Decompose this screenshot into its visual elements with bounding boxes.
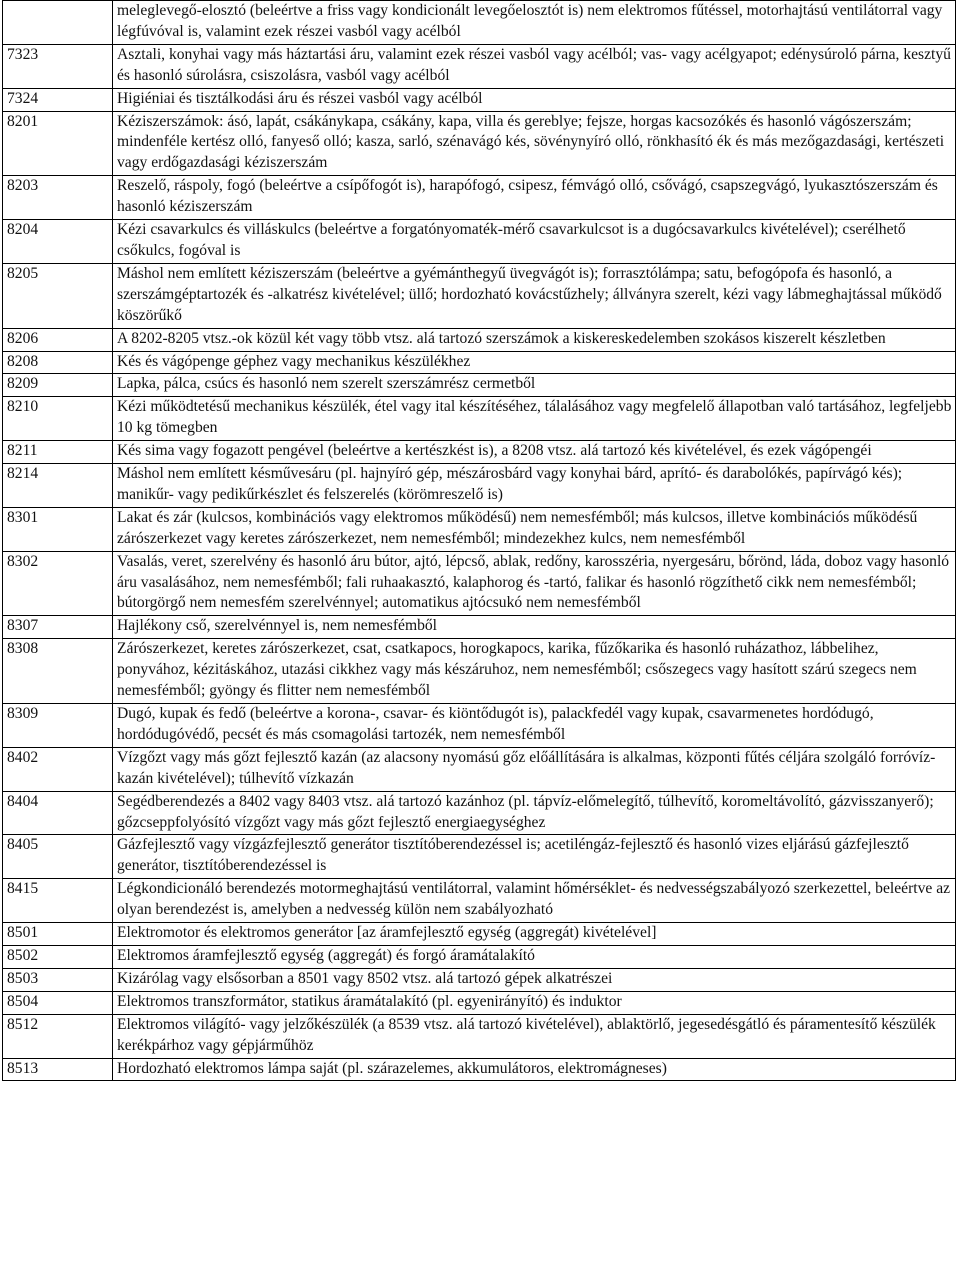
code-cell: 8502 xyxy=(3,945,113,968)
description-cell: Gázfejlesztő vagy vízgázfejlesztő generátor tisztítóberendezéssel is; acetiléngáz-fejlesztő és hasonló vizes eljárású gázfejlesztő generátor, tisztítóberendezéssel is xyxy=(113,835,956,879)
description-cell: Elektromos transzformátor, statikus áramátalakító (pl. egyenirányító) és induktor xyxy=(113,991,956,1014)
code-cell: 7323 xyxy=(3,44,113,88)
code-cell: 8512 xyxy=(3,1014,113,1058)
description-cell: Reszelő, ráspoly, fogó (beleértve a csípőfogót is), harapófogó, csipesz, fémvágó olló, csővágó, csapszegvágó, lyukasztószerszám és hasonló kéziszerszám xyxy=(113,176,956,220)
description-cell: Dugó, kupak és fedő (beleértve a korona-, csavar- és kiöntődugót is), palackfedél vagy kupak, csavarmenetes hordódugó, hordódugóvédő, pecsét és más csomagolási tartozék, nem nemesfémből xyxy=(113,704,956,748)
table-row xyxy=(3,441,956,464)
table-row xyxy=(3,923,956,946)
code-cell: 8415 xyxy=(3,879,113,923)
table-row xyxy=(3,464,956,508)
code-cell: 8210 xyxy=(3,397,113,441)
table-row xyxy=(3,991,956,1014)
table-row xyxy=(3,397,956,441)
description-cell: Higiéniai és tisztálkodási áru és részei vasból vagy acélból xyxy=(113,88,956,111)
code-cell: 7324 xyxy=(3,88,113,111)
table-row xyxy=(3,374,956,397)
description-cell: Kés és vágópenge géphez vagy mechanikus készülékhez xyxy=(113,351,956,374)
description-cell: Vízgőzt vagy más gőzt fejlesztő kazán (az alacsony nyomású gőz előállítására is alkalmas, központi fűtés céljára szolgáló forróvíz-kazán kivételével); túlhevítő vízkazán xyxy=(113,747,956,791)
description-cell: Hajlékony cső, szerelvénnyel is, nem nemesfémből xyxy=(113,616,956,639)
code-cell: 8302 xyxy=(3,551,113,616)
code-cell: 8405 xyxy=(3,835,113,879)
description-cell: Elektromos világító- vagy jelzőkészülék (a 8539 vtsz. alá tartozó kivételével), ablaktörlő, jegesedésgátló és páramentesítő készülék kerékpárhoz vagy gépjárműhöz xyxy=(113,1014,956,1058)
description-cell: Kés sima vagy fogazott pengével (beleértve a kertészkést is), a 8208 vtsz. alá tartozó kés kivételével, és ezek vágópengéi xyxy=(113,441,956,464)
description-cell: Asztali, konyhai vagy más háztartási áru, valamint ezek részei vasból vagy acélból; vas- vagy acélgyapot; edénysúroló párna, kesztyű és hasonló súrolásra, csiszolásra, vasból vagy acélból xyxy=(113,44,956,88)
table-row xyxy=(3,639,956,704)
table-row xyxy=(3,704,956,748)
table-row xyxy=(3,945,956,968)
code-cell: 8307 xyxy=(3,616,113,639)
code-cell: 8503 xyxy=(3,968,113,991)
code-cell: 8404 xyxy=(3,791,113,835)
code-cell: 8501 xyxy=(3,923,113,946)
table-row xyxy=(3,551,956,616)
description-cell: Vasalás, veret, szerelvény és hasonló áru bútor, ajtó, lépcső, ablak, redőny, karosszéria, nyergesáru, bőrönd, láda, doboz vagy hasonló áru vasalásához, nem nemesfémből; fali ruhaakasztó, kalaphorog és -tartó, falikar és hasonló rögzíthető cikk nem nemesfémből; bútorgörgő nem nemesfém szerelvénnyel; automatikus ajtócsukó nem nemesfémből xyxy=(113,551,956,616)
table-row xyxy=(3,835,956,879)
table-row xyxy=(3,616,956,639)
code-cell: 8203 xyxy=(3,176,113,220)
table-row xyxy=(3,791,956,835)
code-cell: 8308 xyxy=(3,639,113,704)
description-cell: Máshol nem említett késművesáru (pl. hajnyíró gép, mészárosbárd vagy konyhai bárd, aprító- és darabolókés, papírvágó kés); manikűr- vagy pedikűrkészlet és felszerelés (körömreszelő is) xyxy=(113,464,956,508)
description-cell: meleglevegő-elosztó (beleértve a friss vagy kondicionált levegőelosztót is) nem elektromos fűtéssel, motorhajtású ventilátorral vagy légfúvóval is, valamint ezek részei vasból vagy acélból xyxy=(113,1,956,45)
code-cell: 8204 xyxy=(3,220,113,264)
code-cell: 8205 xyxy=(3,263,113,328)
description-cell: Hordozható elektromos lámpa saját (pl. szárazelemes, akkumulátoros, elektromágneses) xyxy=(113,1058,956,1081)
description-cell: Elektromotor és elektromos generátor [az áramfejlesztő egység (aggregát) kivételével] xyxy=(113,923,956,946)
table-row xyxy=(3,1,956,45)
table-row xyxy=(3,111,956,176)
code-cell xyxy=(3,1,113,45)
description-cell: Lakat és zár (kulcsos, kombinációs vagy elektromos működésű) nem nemesfémből; más kulcsos, illetve kombinációs működésű zárószerkezet vagy keretes zárószerkezet, nem nemesfémből; mindezekhez kulcs, nem nemesfémből xyxy=(113,507,956,551)
code-cell: 8309 xyxy=(3,704,113,748)
description-cell: Segédberendezés a 8402 vagy 8403 vtsz. alá tartozó kazánhoz (pl. tápvíz-előmelegítő, túlhevítő, koromeltávolító, gázvisszanyerő); gőzcseppfolyósító vízgőzt vagy más gőzt fejlesztő energiaegységhez xyxy=(113,791,956,835)
table-row xyxy=(3,507,956,551)
code-cell: 8402 xyxy=(3,747,113,791)
table-row xyxy=(3,351,956,374)
code-cell: 8208 xyxy=(3,351,113,374)
code-cell: 8209 xyxy=(3,374,113,397)
code-cell: 8206 xyxy=(3,328,113,351)
table-row xyxy=(3,220,956,264)
customs-code-table xyxy=(2,0,956,1081)
table-row xyxy=(3,176,956,220)
description-cell: A 8202-8205 vtsz.-ok közül két vagy több vtsz. alá tartozó szerszámok a kiskereskedelemben szokásos kiszerelt készletben xyxy=(113,328,956,351)
table-body xyxy=(3,1,956,1081)
table-row xyxy=(3,879,956,923)
description-cell: Máshol nem említett kéziszerszám (beleértve a gyémánthegyű üvegvágót is); forrasztólámpa; satu, befogópofa és hasonló, a szerszámgéptartozék és -alkatrész kivételével; üllő; hordozható kovácstűzhely; állványra szerelt, kézi vagy lábmeghajtással működő köszörűkő xyxy=(113,263,956,328)
table-row xyxy=(3,968,956,991)
code-cell: 8201 xyxy=(3,111,113,176)
table-row xyxy=(3,1058,956,1081)
description-cell: Lapka, pálca, csúcs és hasonló nem szerelt szerszámrész cermetből xyxy=(113,374,956,397)
code-cell: 8211 xyxy=(3,441,113,464)
code-cell: 8301 xyxy=(3,507,113,551)
code-cell: 8214 xyxy=(3,464,113,508)
description-cell: Kézi működtetésű mechanikus készülék, étel vagy ital készítéséhez, tálalásához vagy megfelelő állapotban való tartásához, legfeljebb 10 kg tömegben xyxy=(113,397,956,441)
description-cell: Elektromos áramfejlesztő egység (aggregát) és forgó áramátalakító xyxy=(113,945,956,968)
code-cell: 8513 xyxy=(3,1058,113,1081)
table-row xyxy=(3,747,956,791)
table-row xyxy=(3,328,956,351)
table-row xyxy=(3,263,956,328)
description-cell: Zárószerkezet, keretes zárószerkezet, csat, csatkapocs, horogkapocs, karika, fűzőkarika és hasonló ruházathoz, lábbelihez, ponyvához, kézitáskához, utazási cikkhez vagy más készáruhoz, nem nemesfémből; csőszegecs vagy hasított szárú szegecs nem nemesfémből; gyöngy és flitter nem nemesfémből xyxy=(113,639,956,704)
description-cell: Kézi csavarkulcs és villáskulcs (beleértve a forgatónyomaték-mérő csavarkulcsot is a dugócsavarkulcs kivételével); cserélhető csőkulcs, fogóval is xyxy=(113,220,956,264)
table-row xyxy=(3,44,956,88)
description-cell: Kizárólag vagy elsősorban a 8501 vagy 8502 vtsz. alá tartozó gépek alkatrészei xyxy=(113,968,956,991)
description-cell: Kéziszerszámok: ásó, lapát, csákánykapa, csákány, kapa, villa és gereblye; fejsze, horgas kacsozókés és hasonló vágószerszám; mindenféle kertész olló, fanyeső olló; kasza, sarló, szénavágó kés, sövénynyíró olló, rönkhasító ék és más mezőgazdasági, kertészeti vagy erdőgazdasági kéziszerszám xyxy=(113,111,956,176)
table-row xyxy=(3,1014,956,1058)
description-cell: Légkondicionáló berendezés motormeghajtású ventilátorral, valamint hőmérséklet- és nedvességszabályozó szerkezettel, beleértve az olyan berendezést is, amelyben a nedvesség külön nem szabályozható xyxy=(113,879,956,923)
table-row xyxy=(3,88,956,111)
code-cell: 8504 xyxy=(3,991,113,1014)
